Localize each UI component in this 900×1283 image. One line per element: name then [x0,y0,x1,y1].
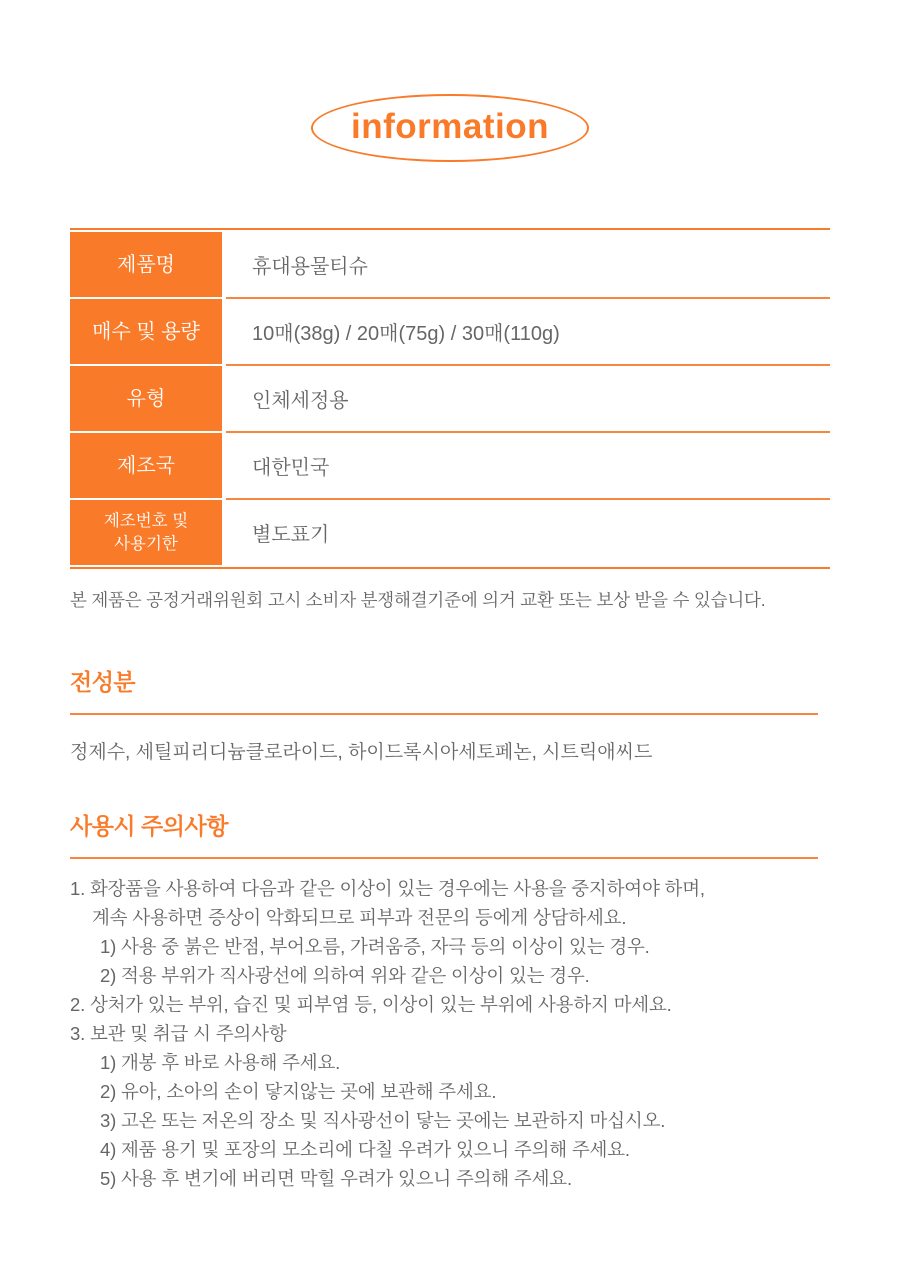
row-value: 별도표기 [252,524,330,546]
caution-line: 1) 개봉 후 바로 사용해 주세요. [100,1052,341,1073]
caution-line: 3) 고온 또는 저온의 장소 및 직사광선이 닿는 곳에는 보관하지 마십시오. [100,1110,666,1131]
caution-line: 1. 화장품을 사용하여 다음과 같은 이상이 있는 경우에는 사용을 중지하여야 하며, [70,878,705,899]
section-divider [70,713,818,715]
table-row-country [70,433,830,498]
product-info-table [70,228,830,569]
caution-line: 2) 유아, 소아의 손이 닿지않는 곳에 보관해 주세요. [100,1081,497,1102]
row-label-text: 제조국 [117,454,175,477]
row-label-text-line2: 사용기한 [114,534,178,553]
cautions-section [70,808,830,1193]
row-label [70,232,222,297]
row-value: 휴대용물티슈 [252,256,368,278]
information-badge [311,94,589,162]
ingredients-section [70,664,830,764]
table-row-product-name [70,232,830,297]
row-label [70,299,222,364]
row-value: 10매(38g) / 20매(75g) / 30매(110g) [252,323,560,345]
caution-line: 2. 상처가 있는 부위, 습진 및 피부염 등, 이상이 있는 부위에 사용하지 마세요. [70,994,672,1015]
caution-line: 5) 사용 후 변기에 버리면 막힐 우려가 있으니 주의해 주세요. [100,1168,572,1189]
row-label [70,500,222,565]
table-row-type [70,366,830,431]
information-badge-label: information [351,106,549,146]
ingredients-heading: 전성분 [70,669,136,695]
row-label [70,433,222,498]
content-column [70,0,830,1193]
caution-line: 계속 사용하면 증상이 악화되므로 피부과 전문의 등에게 상담하세요. [92,907,627,928]
caution-line: 4) 제품 용기 및 포장의 모소리에 다칠 우려가 있으니 주의해 주세요. [100,1139,630,1160]
table-row-count-volume [70,299,830,364]
row-label-text: 유형 [126,387,166,410]
row-label [70,366,222,431]
section-divider [70,857,818,859]
row-label-text: 매수 및 용량 [92,320,200,343]
exchange-compensation-notice: 본 제품은 공정거래위원회 고시 소비자 분쟁해결기준에 의거 교환 또는 보상 받을 수 있습니다. [70,590,766,610]
row-label-text: 제품명 [117,253,175,276]
row-value: 인체세정용 [252,390,349,412]
caution-line: 2) 적용 부위가 직사광선에 의하여 위와 같은 이상이 있는 경우. [100,965,590,986]
row-label-text-line1: 제조번호 및 [103,512,189,531]
caution-list [70,874,830,1193]
caution-line: 1) 사용 중 붉은 반점, 부어오름, 가려움증, 자극 등의 이상이 있는 경우. [100,936,650,957]
cautions-heading: 사용시 주의사항 [70,813,228,839]
ingredients-text: 정제수, 세틸피리디늄클로라이드, 하이드록시아세토페논, 시트릭애씨드 [70,742,653,763]
row-value: 대한민국 [252,457,330,479]
caution-line: 3. 보관 및 취급 시 주의사항 [70,1023,287,1044]
table-row-lot-expiry [70,500,830,565]
